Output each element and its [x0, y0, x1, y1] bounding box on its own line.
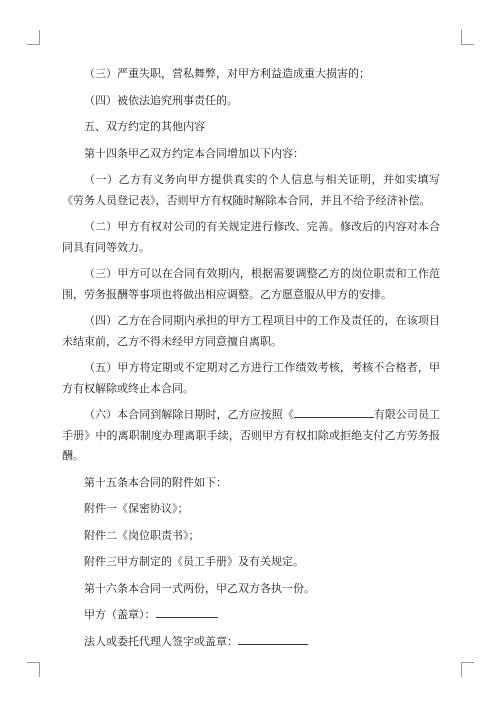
company-name-blank[interactable] — [294, 405, 374, 418]
legal-rep-signature-label: 法人或委托代理人签字或盖章： — [84, 634, 238, 648]
article-14-item-6-part-b: 有限公司员工手册》中的离职制度办理离职手续，否则甲方有权扣除或拒绝支付乙方劳务报酬。 — [62, 408, 441, 462]
article-14-intro: 第十四条甲乙双方约定本合同增加以下内容： — [84, 146, 304, 160]
party-a-seal-line — [62, 605, 440, 626]
article-14-item-1: （一）乙方有义务向甲方提供真实的个人信息与相关证明，并如实填写《劳务人员登记表》，否则甲方有权随时解除本合同，并且不给予经济补偿。 — [62, 173, 440, 207]
article-16: 第十六条本合同一式两份，甲乙双方各执一份。 — [84, 581, 315, 595]
article-14-item-5: （五）甲方将定期或不定期对乙方进行工作绩效考核，考核不合格者，甲方有权解除或终止本合同。 — [62, 361, 440, 395]
clause-item-3: （三）严重失职，营私舞弊，对甲方利益造成重大损害的； — [84, 67, 370, 80]
section-heading-5: 五、双方约定的其他内容 — [84, 120, 205, 133]
attachment-2: 附件二《岗位职责书》； — [84, 528, 200, 542]
article-14-item-3: （三）甲方可以在合同有效期内，根据需要调整乙方的岗位职责和工作范围，劳务报酬等事项也将做出相应调整。乙方愿意服从甲方的安排。 — [62, 267, 440, 301]
legal-rep-signature-line — [62, 632, 440, 653]
article-15-intro: 第十五条本合同的附件如下： — [84, 475, 227, 489]
attachment-3: 附件三甲方制定的《员工手册》及有关规定。 — [84, 555, 304, 568]
clause-item-4: （四）被依法追究刑事责任的。 — [84, 93, 238, 107]
article-14-item-4: （四）乙方在合同期内承担的甲方工程项目中的工作及责任的，在该项目未结束前，乙方不得未经甲方同意擅自离职。 — [62, 314, 440, 348]
document-body — [62, 64, 440, 658]
crop-mark-bottom-right — [461, 662, 474, 677]
crop-mark-bottom-left — [27, 662, 40, 677]
crop-mark-top-left — [27, 30, 40, 45]
party-a-seal-label: 甲方（盖章）： — [84, 608, 156, 621]
crop-mark-top-right — [461, 30, 474, 45]
attachment-1: 附件一《保密协议》； — [84, 502, 189, 515]
article-14-item-6 — [62, 405, 440, 467]
article-14-item-6-part-a: （六）本合同到解除日期时，乙方应按照《 — [84, 408, 294, 421]
party-a-seal-blank[interactable] — [156, 605, 218, 618]
article-14-item-2: （二）甲方有权对公司的有关规定进行修改、完善。修改后的内容对本合同具有同等效力。 — [62, 220, 440, 254]
legal-rep-signature-blank[interactable] — [238, 632, 308, 645]
